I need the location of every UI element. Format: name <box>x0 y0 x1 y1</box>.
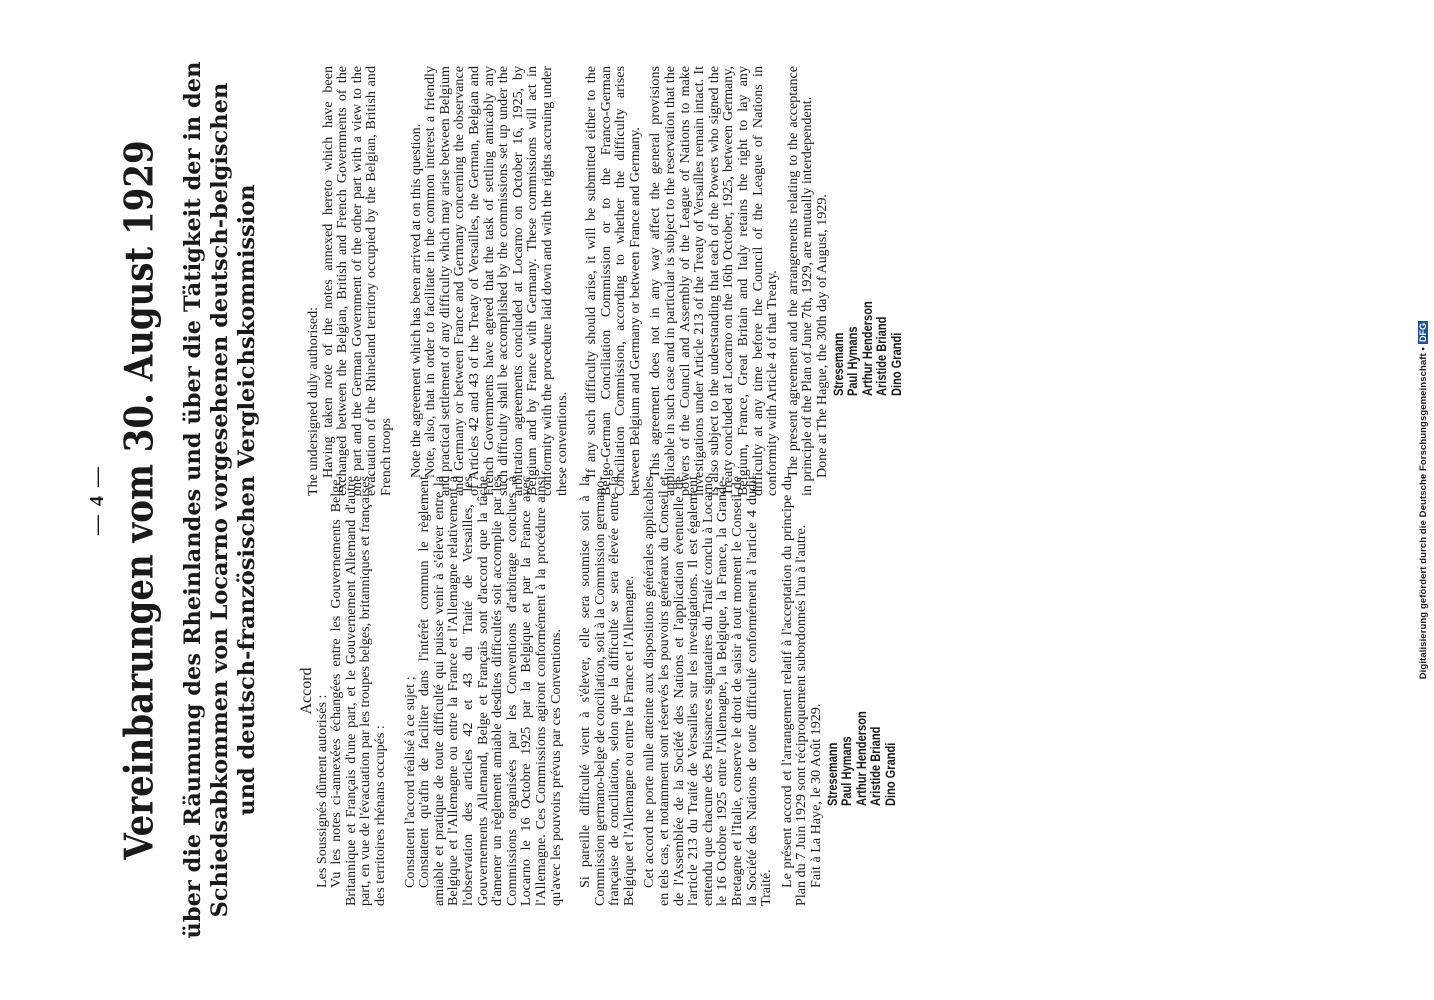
page-number: — 4 — <box>86 465 108 535</box>
signatory: Paul Hymans <box>845 326 861 396</box>
french-signatures <box>826 535 899 806</box>
english-done-at: Done at The Hague, the 30th day of August, 1929. <box>814 194 830 478</box>
signatory: Arthur Henderson <box>853 711 869 806</box>
english-paragraph-1: Having taken note of the notes annexed hereto which have been exchanged between the Belgian, British and French Governments of the one part and the German Government of the other part with a view to the evacuation of the Rhineland territory occupied by the Belgian, British and French troops <box>319 66 394 496</box>
signatory: Aristide Briand <box>868 726 884 806</box>
english-intro: The undersigned duly authorised: <box>305 306 321 496</box>
english-paragraph-3: Note, also, that in order to facilitate in the common interest a friendly and practical settlement of any difficulty which may arise between Belgium and Germany or between France and Germany concerning the observance of Articles 42 and 43 of the Treaty of Versailles, the German, Belgian and French Governments have agreed that the task of settling amicably any such difficulty shall be accomplished by the commissions set up under the arbitration agreements concluded at Locarno on October 16, 1925, by Belgium and by France with Germany. These commissions will act in conformity with the procedure laid down and with the rights accruing under these conventions. <box>422 66 570 496</box>
digitization-text: Digitalisierung gefördert durch die Deutsche Forschungsgemeinschaft • <box>1418 347 1429 680</box>
digitization-note <box>1418 0 1429 1000</box>
english-paragraph-6: The present agreement and the arrangements relating to the acceptance in principle of the Plan of June 7th, 1929, are mutually interdependent. <box>784 66 816 496</box>
signatory: Aristide Briand <box>874 316 890 396</box>
dfg-logo: DFG <box>1418 322 1428 343</box>
page-title: Vereinbarungen vom 30. August 1929 <box>117 140 163 860</box>
french-heading: Accord <box>298 667 315 715</box>
page-subtitle: über die Räumung des Rheinlandes und über die Tätigkeit der in den Schiedsabkommen von Locarno vorgesehenen deutsch-belgischen und deutsch-französischen Vergleichskommission <box>180 61 260 939</box>
english-column <box>306 66 904 496</box>
french-paragraph-1: Vu les notes ci-annexées échangées entre les Gouvernements Belge, Britannique et Français d'une part, et le Gouvernement Allemand d'autre part, en vue de l'évacuation par les troupes belges, britanniques et françaises des territoires rhénans occupés : <box>328 476 388 906</box>
signatory: Dino Grandi <box>882 742 898 806</box>
french-paragraph-3: Constatent qu'afin de faciliter dans l'intérêt commun le règlement amiable et pratique de toute difficulté qui puisse venir à s'élever entre la Belgique et l'Allemagne ou entre la France et l'Allemagne relativement à l'observation des articles 42 et 43 du Traité de Versailles, les Gouvernements Allemand, Belge et Français sont d'accord que la tâche d'amener un règlement amiable desdites difficultés soit accomplie par les Commissions organisées par les Conventions d'arbitrage conclues à Locarno le 16 Octobre 1925 par la Belgique et par la France avec l'Allemagne. Ces Commissions agiront conformément à la procédure ainsi qu'avec les pouvoirs prévus par ces Conventions. <box>416 476 564 906</box>
french-done-at: Fait à La Haye, le 30 Août 1929. <box>808 703 824 888</box>
french-paragraph-5: Cet accord ne porte nulle atteinte aux dispositions générales applicables en tels cas, et notamment sont réservés les pouvoirs généraux du Conseil et de l'Assemblée de la Société des Nations et l'application éventuelle de l'article 213 du Traité de Versailles sur les investigations. Il est également entendu que chacune des Puissances signataires du Traité conclu à Locarno le 16 Octobre 1925 entre l'Allemagne, la Belgique, la France, la Grande-Bretagne et l'Italie, conserve le droit de saisir à tout moment le Conseil de la Société des Nations de toute difficulté conformément à l'article 4 dudit Traité. <box>641 476 775 906</box>
english-paragraph-2: Note the agreement which has been arrived at on this question. <box>407 123 424 478</box>
signatory: Dino Grandi <box>888 332 904 396</box>
english-paragraph-4: If any such difficulty should arise, it will be submitted either to the Belgo-German Conciliation Commission or to the Franco-German Conciliation Commission, according to whether the difficulty arises between Belgium and Germany or between France and Germany. <box>583 66 643 496</box>
french-paragraph-4: Si pareille difficulté vient à s'élever, elle sera soumise soit à la Commission germano-belge de conciliation, soit à la Commission germano-française de conciliation, selon que la difficulté se sera élevée entre la Belgique et l'Allemagne ou entre la France et l'Allemagne. <box>577 476 637 906</box>
signatory: Stresemann <box>824 742 840 806</box>
signatory: Arthur Henderson <box>859 301 875 396</box>
french-paragraph-2: Constatent l'accord réalisé à ce sujet ; <box>401 676 418 888</box>
english-paragraph-5: This agreement does not in any way affect the general provisions applicable in such case and in particular is subject to the reservation that the powers of the Council and Assembly of the League of Nations to make investigations under Article 213 of the Treaty of Versailles remain intact. It is also subject to the understanding that each of the Powers who signed the Treaty concluded at Locarno on the 16th October, 1925, between Germany, Belgium, France, Great Britain and Italy retains the right to lay any difficulty at any time before the Council of the League of Nations in conformity with Article 4 of that Treaty. <box>647 66 781 496</box>
french-paragraph-6: Le présent accord et l'arrangement relatif à l'acceptation du principe du Plan du 7 Juin 1929 sont réciproquement subordonnés l'un à l'autre. <box>778 476 810 906</box>
english-signatures <box>832 125 905 396</box>
french-intro: Les Soussignés dûment autorisés : <box>313 694 330 888</box>
french-column <box>300 476 898 906</box>
signatory: Stresemann <box>830 332 846 396</box>
signatory: Paul Hymans <box>839 736 855 806</box>
